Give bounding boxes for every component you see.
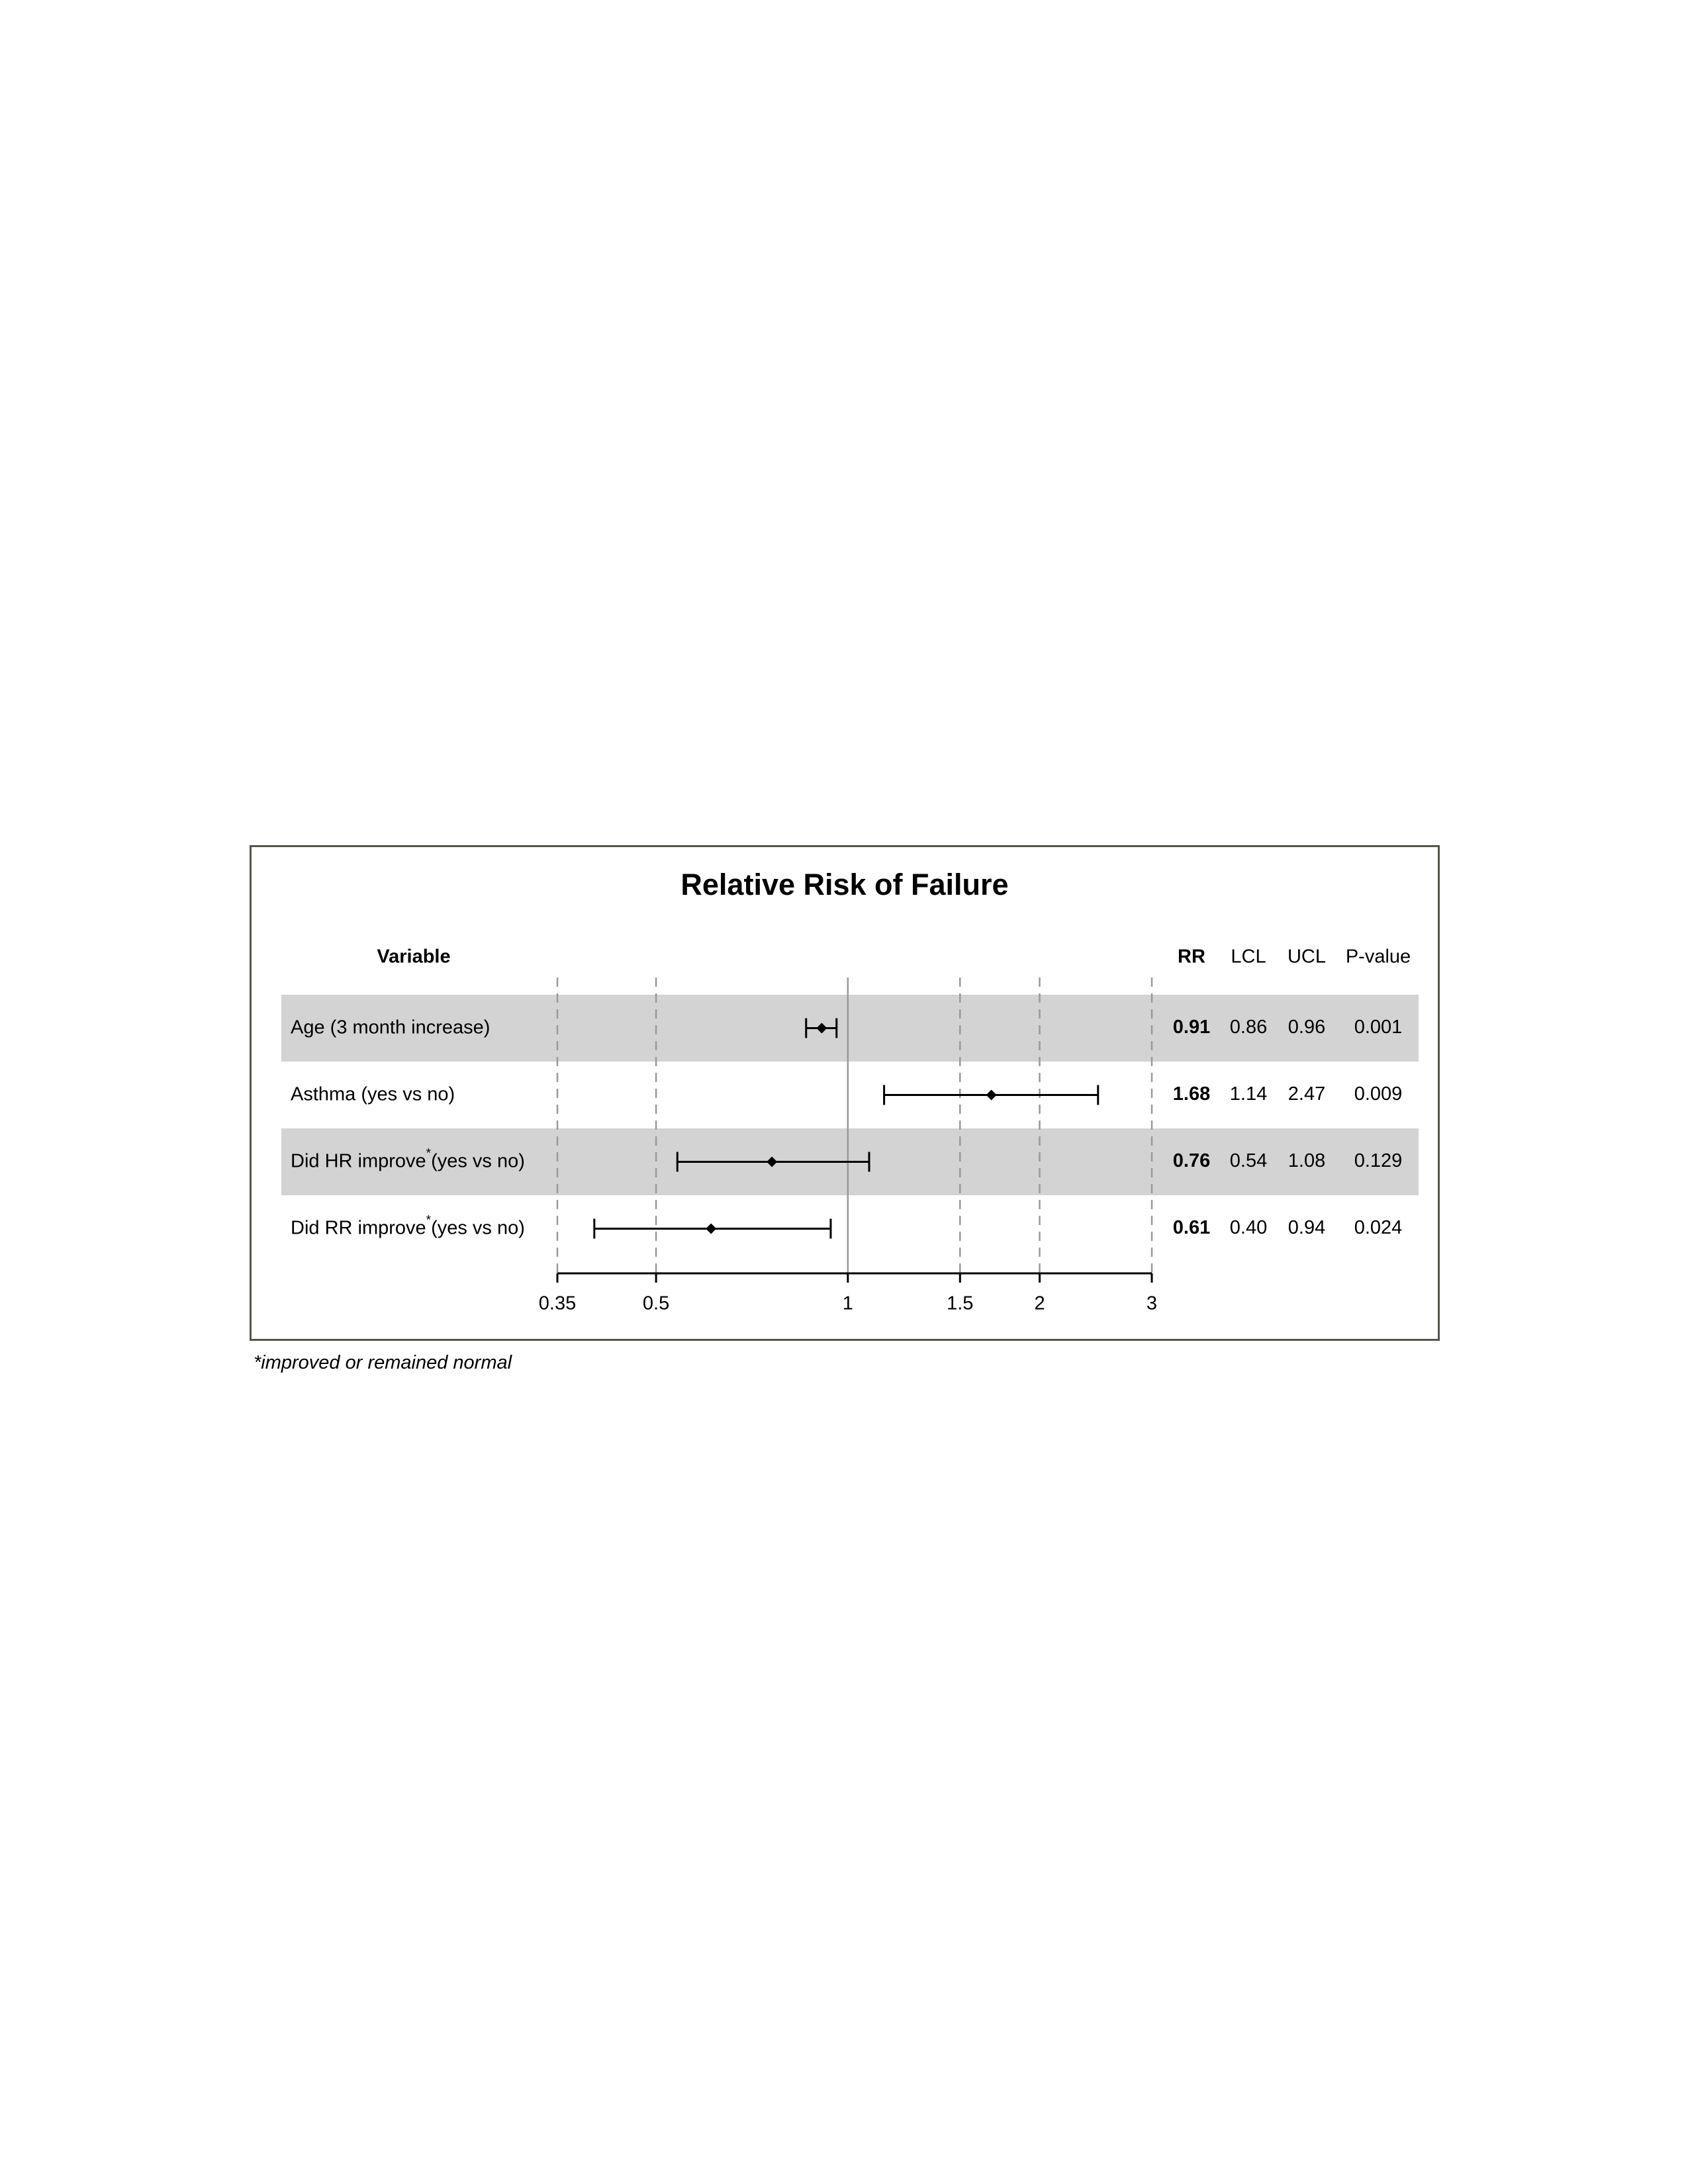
x-tick-label-1: 1	[842, 1293, 853, 1314]
lcl-value-2: 1.14	[1229, 1083, 1268, 1105]
rr-value-3: 0.76	[1172, 1150, 1211, 1172]
header-lcl: LCL	[1231, 946, 1266, 968]
footnote: *improved or remained normal	[254, 1352, 512, 1373]
ucl-value-2: 2.47	[1288, 1083, 1326, 1105]
row-label-3: Did HR improve*(yes vs no)	[291, 1146, 525, 1172]
forest-plot-figure	[250, 845, 1440, 1341]
ucl-value-3: 1.08	[1288, 1150, 1326, 1172]
rr-value-4: 0.61	[1172, 1217, 1211, 1239]
ucl-value-1: 0.96	[1288, 1017, 1326, 1038]
rr-value-1: 0.91	[1172, 1017, 1211, 1038]
ucl-value-4: 0.94	[1288, 1217, 1326, 1239]
header-variable: Variable	[377, 946, 451, 968]
lcl-value-4: 0.40	[1229, 1217, 1268, 1239]
point-estimate-4	[706, 1224, 716, 1234]
pvalue-value-4: 0.024	[1354, 1217, 1403, 1239]
point-estimate-2	[986, 1090, 997, 1101]
x-tick-label-2: 2	[1034, 1293, 1045, 1314]
chart-title: Relative Risk of Failure	[680, 867, 1009, 901]
pvalue-value-1: 0.001	[1354, 1017, 1403, 1038]
lcl-value-3: 0.54	[1229, 1150, 1268, 1172]
row-label-2: Asthma (yes vs no)	[291, 1083, 455, 1105]
rr-value-2: 1.68	[1172, 1083, 1211, 1105]
pvalue-value-2: 0.009	[1354, 1083, 1403, 1105]
header-ucl: UCL	[1287, 946, 1327, 968]
x-tick-label-0.5: 0.5	[642, 1293, 670, 1314]
pvalue-value-3: 0.129	[1354, 1150, 1403, 1172]
forest-plot-svg	[252, 847, 1438, 1339]
x-tick-label-3: 3	[1146, 1293, 1158, 1314]
header-pvalue: P-value	[1345, 946, 1411, 968]
row-label-1: Age (3 month increase)	[291, 1017, 491, 1038]
x-tick-label-0.35: 0.35	[538, 1293, 577, 1314]
lcl-value-1: 0.86	[1229, 1017, 1268, 1038]
header-rr: RR	[1178, 946, 1205, 968]
x-tick-label-1.5: 1.5	[947, 1293, 974, 1314]
row-label-4: Did RR improve*(yes vs no)	[291, 1213, 525, 1239]
